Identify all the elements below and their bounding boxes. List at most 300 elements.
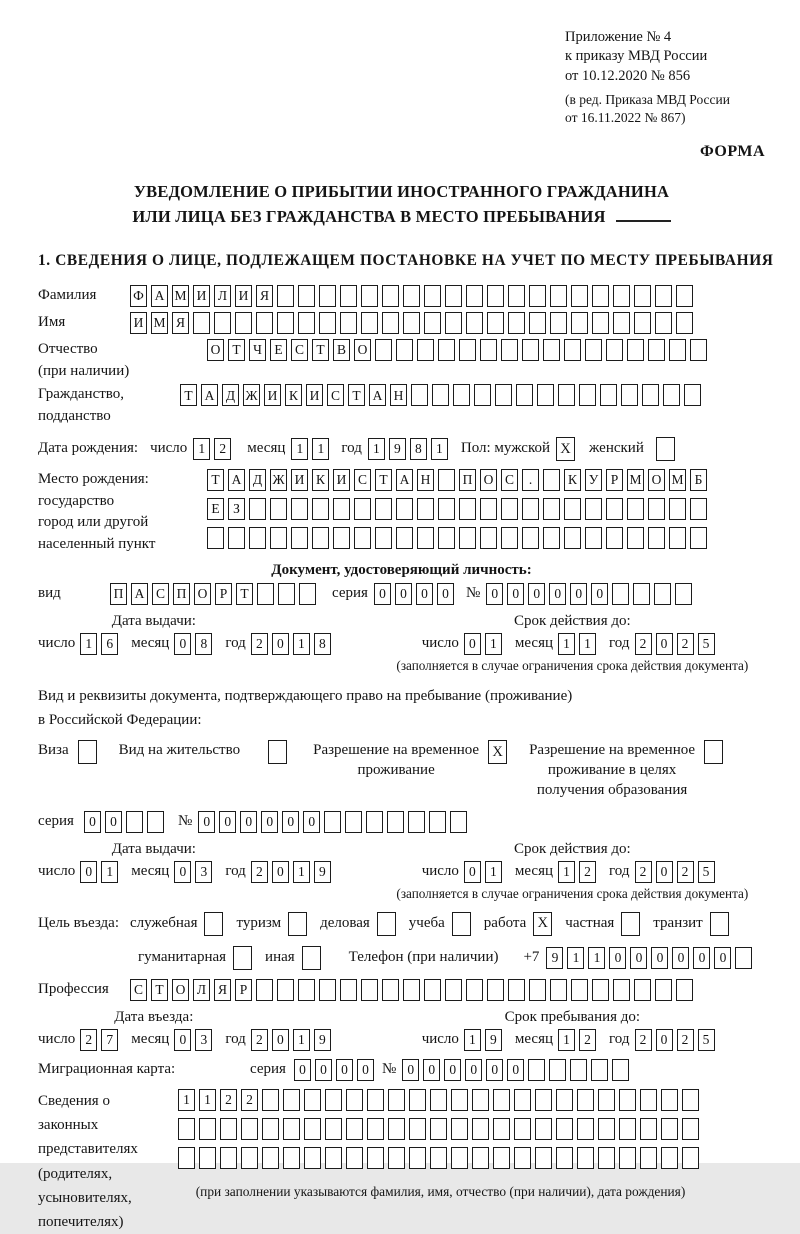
char-cell [298,312,315,334]
char-cell [612,583,629,605]
char-cell: 0 [507,583,524,605]
char-cell: Ж [270,469,287,491]
year-label: год [609,1031,630,1048]
temp-permit-edu-option [529,740,723,801]
appendix-line: Приложение № 4 [565,29,672,45]
char-cell [472,1118,489,1140]
char-cell [480,527,497,549]
char-cell: 0 [437,583,454,605]
identity-issue-date [38,633,380,655]
residence-doc-options [38,740,765,801]
char-cell: 1 [101,861,118,883]
birth-place-cells-row1[interactable] [207,469,711,491]
char-cell: И [264,384,281,406]
month-label: месяц [247,440,286,457]
rvp-number-cells[interactable] [198,811,471,833]
profession-label: Профессия [38,980,109,997]
char-cell: Т [228,339,245,361]
char-cell: 0 [464,861,481,883]
purpose-option-label: гуманитарная [138,949,227,966]
char-cell: 0 [174,861,191,883]
char-cell [661,1147,678,1169]
char-cell: П [459,469,476,491]
char-cell [598,1089,615,1111]
purpose-tranzit-checkbox[interactable] [710,912,729,936]
char-cell [556,1089,573,1111]
char-cell [340,312,357,334]
day-label: число [38,1031,76,1048]
surname-cells[interactable] [130,285,697,307]
char-cell [529,979,546,1001]
doc-type-cells[interactable] [110,583,320,605]
char-cell [382,312,399,334]
char-cell: 1 [80,633,97,655]
char-cell: А [201,384,218,406]
char-cell [690,339,707,361]
char-cell: О [480,469,497,491]
doc-number-cells[interactable] [486,583,696,605]
char-cell: 8 [314,633,331,655]
char-cell [558,384,575,406]
char-cell [676,979,693,1001]
char-cell [199,1147,216,1169]
char-cell: 2 [214,438,231,460]
char-cell [270,498,287,520]
char-cell: 0 [656,633,673,655]
migration-number-cells[interactable] [402,1059,633,1081]
char-cell: М [627,469,644,491]
issue-day-cells[interactable] [80,633,122,655]
char-cell [277,312,294,334]
char-cell [613,285,630,307]
forma-label: ФОРМА [699,142,765,160]
char-cell [409,1118,426,1140]
char-cell: 9 [314,1029,331,1051]
char-cell [424,979,441,1001]
identity-doc-dates [38,613,765,674]
char-cell: 0 [507,1059,524,1081]
valid-year-cells[interactable] [635,633,719,655]
valid-day-cells[interactable] [464,633,506,655]
char-cell [627,339,644,361]
char-cell [304,1118,321,1140]
char-cell [367,1147,384,1169]
residence-permit-label: Вид на жительство [118,741,241,758]
char-cell: 7 [101,1029,118,1051]
char-cell: 0 [105,811,122,833]
char-cell [522,498,539,520]
char-cell: И [333,469,350,491]
char-cell: 1 [312,438,329,460]
char-cell: Ж [243,384,260,406]
residence-intro-line1: Вид и реквизиты документа, подтверждающего право на пребывание (проживание) [38,687,573,704]
birth-place-label-line1: Место рождения: [38,470,149,487]
char-cell: А [228,469,245,491]
month-label: месяц [514,635,554,652]
purpose-ucheba-checkbox[interactable] [452,912,471,936]
char-cell [598,1118,615,1140]
char-cell [508,312,525,334]
char-cell: И [235,285,252,307]
char-cell [655,312,672,334]
char-cell: 9 [389,438,406,460]
char-cell: И [306,384,323,406]
char-cell [459,498,476,520]
entry-day-cells[interactable] [80,1029,122,1051]
entry-year-cells[interactable] [251,1029,335,1051]
checkbox-cell [377,912,396,936]
char-cell [655,979,672,1001]
char-cell: 2 [677,633,694,655]
purpose-row2 [138,946,765,970]
temp-permit-edu-label-line1: Разрешение на временное [529,741,696,758]
purpose-turizm-checkbox[interactable] [288,912,307,936]
char-cell [382,979,399,1001]
stay-day-cells[interactable] [464,1029,506,1051]
char-cell [634,312,651,334]
rvp-series-cells[interactable] [84,811,168,833]
residence-doc-dates [38,841,765,902]
char-cell: П [110,583,127,605]
char-cell [579,384,596,406]
char-cell [429,811,446,833]
migration-series-cells[interactable] [294,1059,378,1081]
day-label: число [421,635,459,652]
char-cell [354,498,371,520]
char-cell [577,1147,594,1169]
purpose-rabota-checkbox[interactable] [533,912,552,936]
birth-day-cells[interactable] [193,438,235,460]
char-cell [600,384,617,406]
temp-permit-edu-label-line3: получения образования [536,782,688,799]
char-cell: 1 [293,861,310,883]
char-cell: 2 [220,1089,237,1111]
patronymic-cells[interactable] [207,339,711,361]
char-cell [537,384,554,406]
char-cell [408,811,425,833]
char-cell [577,1118,594,1140]
name-cells[interactable] [130,312,697,334]
temp-permit-label-line2: проживание [357,762,435,779]
entry-month-cells[interactable] [174,1029,216,1051]
char-cell [474,384,491,406]
char-cell [676,285,693,307]
char-cell [403,285,420,307]
char-cell [642,384,659,406]
char-cell: М [151,312,168,334]
char-cell [325,1147,342,1169]
representatives-cells-row3[interactable] [178,1147,703,1169]
char-cell: 0 [416,583,433,605]
char-cell [411,384,428,406]
char-cell [388,1089,405,1111]
rvp-issue-date [38,861,380,883]
month-label: месяц [514,863,554,880]
char-cell [661,1089,678,1111]
representatives-block [38,1089,765,1234]
char-cell [550,285,567,307]
char-cell [451,1089,468,1111]
char-cell [361,312,378,334]
valid-month-cells[interactable] [558,633,600,655]
char-cell [598,1147,615,1169]
validity-note: (заполняется в случае ограничения срока действия документа) [396,657,749,673]
char-cell: С [152,583,169,605]
identity-valid-date [380,633,765,655]
char-cell [612,1059,629,1081]
char-cell: 2 [677,861,694,883]
char-cell: 1 [431,438,448,460]
char-cell: А [396,469,413,491]
sex-female-label: женский [589,440,644,457]
char-cell: 0 [174,633,191,655]
char-cell: О [648,469,665,491]
char-cell [564,339,581,361]
purpose-chastnaya-checkbox[interactable] [621,912,640,936]
char-cell [445,979,462,1001]
char-cell: 0 [591,583,608,605]
char-cell [438,527,455,549]
purpose-inaya-checkbox[interactable] [302,946,321,970]
visa-checkbox[interactable] [78,740,97,764]
char-cell: 2 [635,633,652,655]
char-cell [199,1118,216,1140]
purpose-delovaya-checkbox[interactable] [377,912,396,936]
char-cell: П [173,583,190,605]
char-cell: 1 [558,1029,575,1051]
char-cell [528,1059,545,1081]
char-cell [516,384,533,406]
char-cell [283,1147,300,1169]
char-cell [606,498,623,520]
char-cell [445,285,462,307]
checkbox-cell [656,437,675,461]
char-cell [493,1147,510,1169]
birth-place-cells-row2[interactable] [207,498,711,520]
char-cell: Ч [249,339,266,361]
char-cell [577,1089,594,1111]
form-title-line2-wrap [38,204,765,230]
char-cell [480,498,497,520]
char-cell [417,498,434,520]
char-cell: К [285,384,302,406]
char-cell: 0 [198,811,215,833]
char-cell [178,1118,195,1140]
checkbox-cell: X [533,912,552,936]
char-cell: 1 [368,438,385,460]
doc-series-label: серия [332,585,368,602]
char-cell [324,811,341,833]
phone-cells[interactable] [546,947,756,969]
char-cell [522,339,539,361]
residence-permit-checkbox[interactable] [268,740,287,764]
char-cell: 2 [635,861,652,883]
char-cell [514,1089,531,1111]
char-cell: Ф [130,285,147,307]
birth-place-rows [207,469,711,549]
char-cell [241,1147,258,1169]
char-cell [514,1118,531,1140]
sex-male-checkbox[interactable] [556,437,575,461]
char-cell: О [207,339,224,361]
birth-place-label-line4: населенный пункт [38,536,156,553]
char-cell: А [151,285,168,307]
rvp-valid-month-cells[interactable] [558,861,600,883]
patronymic-label [38,339,207,383]
char-cell [655,285,672,307]
char-cell: Д [249,469,266,491]
char-cell [277,979,294,1001]
identity-issue-col [38,613,380,674]
checkbox-cell [233,946,252,970]
char-cell [501,527,518,549]
char-cell: 0 [261,811,278,833]
char-cell [283,1089,300,1111]
char-cell [319,312,336,334]
rvp-issue-day-cells[interactable] [80,861,122,883]
char-cell [535,1147,552,1169]
issue-date-heading: Дата выдачи: [111,612,196,629]
char-cell [682,1089,699,1111]
appendix-edition-line: от 16.11.2022 № 867) [565,109,686,125]
char-cell [312,527,329,549]
char-cell [438,469,455,491]
appendix-edition-line: (в ред. Приказа МВД России [565,91,730,107]
char-cell: Т [151,979,168,1001]
char-cell: 1 [193,438,210,460]
char-cell [459,339,476,361]
char-cell [241,1118,258,1140]
char-cell: Т [180,384,197,406]
char-cell [459,527,476,549]
char-cell [585,498,602,520]
char-cell [228,527,245,549]
rvp-valid-year-cells[interactable] [635,861,719,883]
year-label: год [225,1031,246,1048]
issue-date-heading: Дата выдачи: [111,840,196,857]
char-cell [367,1089,384,1111]
char-cell: 0 [609,947,626,969]
char-cell: Я [256,285,273,307]
stay-year-cells[interactable] [635,1029,719,1051]
day-label: число [38,863,76,880]
char-cell [325,1089,342,1111]
issue-year-cells[interactable] [251,633,335,655]
char-cell [514,1147,531,1169]
sex-female-checkbox[interactable] [656,437,675,461]
entry-dates [38,1009,765,1051]
char-cell: 3 [195,861,212,883]
char-cell [648,527,665,549]
char-cell: И [193,285,210,307]
representatives-cells-row1[interactable] [178,1089,703,1111]
birth-place-label-line2: государство [38,492,115,509]
char-cell: Р [215,583,232,605]
rvp-series-label: серия [38,812,74,829]
year-label: год [609,863,630,880]
temp-permit-edu-checkbox[interactable] [704,740,723,764]
char-cell [333,527,350,549]
purpose-sluzhebnaya-checkbox[interactable] [204,912,223,936]
birth-month-cells[interactable] [291,438,333,460]
char-cell [619,1118,636,1140]
temp-permit-checkbox[interactable] [488,740,507,764]
char-cell [220,1147,237,1169]
birth-year-cells[interactable] [368,438,452,460]
char-cell: С [291,339,308,361]
char-cell: А [131,583,148,605]
char-cell [417,527,434,549]
char-cell: Д [222,384,239,406]
char-cell [178,1147,195,1169]
char-cell [346,1089,363,1111]
profession-cells[interactable] [130,979,697,1001]
char-cell: Н [390,384,407,406]
citizenship-cells[interactable] [180,384,705,406]
char-cell [592,979,609,1001]
char-cell [147,811,164,833]
checkbox-cell: X [488,740,507,764]
residence-permit-option [119,740,287,764]
char-cell [451,1147,468,1169]
issue-month-cells[interactable] [174,633,216,655]
char-cell [549,1059,566,1081]
char-cell [403,979,420,1001]
char-cell: 8 [195,633,212,655]
char-cell: 2 [635,1029,652,1051]
char-cell [648,498,665,520]
char-cell [438,339,455,361]
char-cell: 5 [698,1029,715,1051]
purpose-option-label: иная [265,949,295,966]
char-cell [543,498,560,520]
char-cell [501,498,518,520]
char-cell [257,583,274,605]
char-cell [375,498,392,520]
char-cell: Р [235,979,252,1001]
rvp-issue-month-cells[interactable] [174,861,216,883]
rvp-valid-day-cells[interactable] [464,861,506,883]
purpose-gumanitarnaya-checkbox[interactable] [233,946,252,970]
birth-place-cells-row3[interactable] [207,527,711,549]
char-cell [627,498,644,520]
char-cell: 0 [395,583,412,605]
checkbox-cell [204,912,223,936]
representatives-label-line: представителях [38,1141,138,1158]
char-cell [375,339,392,361]
char-cell [409,1089,426,1111]
representatives-cells-row2[interactable] [178,1118,703,1140]
doc-series-cells[interactable] [374,583,458,605]
representatives-label [38,1089,178,1234]
valid-until-heading: Срок действия до: [514,612,631,629]
char-cell [403,312,420,334]
char-cell [472,1147,489,1169]
char-cell [388,1147,405,1169]
char-cell: А [369,384,386,406]
checkbox-cell [288,912,307,936]
char-cell [682,1147,699,1169]
char-cell [487,312,504,334]
char-cell: 0 [272,861,289,883]
char-cell: 0 [630,947,647,969]
char-cell [592,312,609,334]
char-cell: 0 [80,861,97,883]
rvp-issue-year-cells[interactable] [251,861,335,883]
stay-month-cells[interactable] [558,1029,600,1051]
char-cell [627,527,644,549]
char-cell: 1 [588,947,605,969]
